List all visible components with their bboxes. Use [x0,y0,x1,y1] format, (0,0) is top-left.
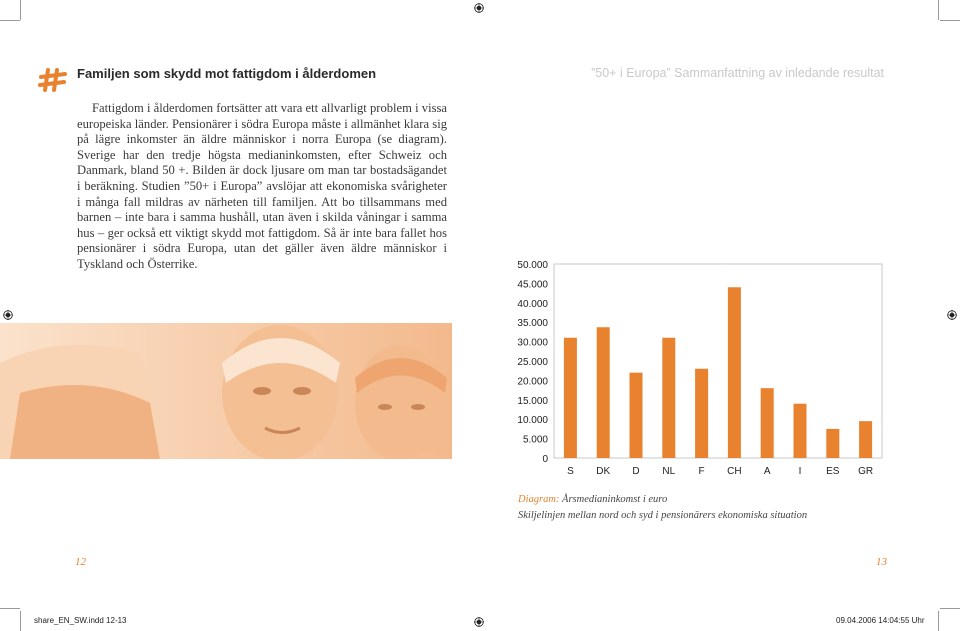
x-tick-label: S [567,466,574,477]
bar [761,388,774,458]
asterisk-logo-icon [38,66,70,94]
x-tick-label: ES [826,466,840,477]
body-text [77,101,447,273]
bar [564,338,577,458]
bar [826,429,839,458]
y-tick-label: 50.000 [517,260,548,271]
bar [630,373,643,458]
chart-svg [500,258,900,490]
slug-file: share_EN_SW.indd 12-13 [34,616,127,625]
running-header: ”50+ i Europa” Sammanfattning av inledande resultat [591,66,884,80]
registration-mark-icon [3,310,13,320]
slug-timestamp: 09.04.2006 14:04:55 Uhr [836,616,925,625]
caption-label: Diagram: [518,494,560,505]
y-tick-label: 10.000 [517,415,548,427]
chart-subcaption: Skiljelinjen mellan nord och syd i pensionärers ekonomiska situation [518,510,808,521]
x-tick-label: D [632,466,640,477]
y-tick-label: 15.000 [517,395,548,407]
registration-mark-icon [474,617,484,627]
crop-mark [20,0,21,20]
y-tick-label: 45.000 [517,279,548,291]
bar [662,338,675,458]
x-tick-label: A [763,466,771,477]
bar [859,421,872,458]
chart-caption [518,494,667,505]
body-paragraph: Fattigdom i ålderdomen fortsätter att vara ett allvarligt problem i vissa europeiska länder. Pensionärer i södra Europa måste i allmänhet klara sig på lägre inkomster än äldre människor i norra Europa (se diagram). Sverige har den tredje högsta medianinkomsten, efter Schweiz och Danmark, bland 50 +. Bilden är dock ljusare om man tar bostadsägandet i beräkning. Studien ”50+ i Europa” avslöjar att ekonomiska svårigheter i många fall mildras av närheten till familjen. Att bo tillsammans med barnen – inte bara i samma hushåll, utan även i skilda våningar i samma hus – ger också ett viktigt skydd mot fattigdom. Så är inte bara fallet hos pensionärer i södra Europa, utan det gäller även äldre människor i Tyskland och Österrike. [77,101,447,271]
registration-mark-icon [947,310,957,320]
crop-mark [938,611,939,631]
caption-title: Årsmedianinkomst i euro [562,494,668,505]
bar [695,369,708,458]
bar [794,404,807,458]
y-tick-label: 5.000 [522,434,548,446]
registration-mark-icon [474,3,484,13]
crop-mark [940,608,960,609]
x-tick-label: DK [596,466,611,477]
x-tick-label: NL [662,466,676,477]
bar [597,327,610,458]
crop-mark [0,608,20,609]
y-tick-label: 20.000 [517,376,548,388]
section-title: Familjen som skydd mot fattigdom i ålderdomen [77,66,377,81]
income-bar-chart [500,258,900,490]
family-photo [0,323,452,459]
y-tick-label: 30.000 [517,337,548,349]
x-tick-label: GR [858,466,874,477]
page-number-right: 13 [876,556,887,568]
crop-mark [940,20,960,21]
bar [728,287,741,458]
y-tick-label: 0 [542,454,548,465]
x-tick-label: CH [727,466,742,477]
crop-mark [938,0,939,20]
page-number-left: 12 [75,556,86,568]
y-tick-label: 25.000 [517,357,548,368]
x-tick-label: I [798,466,802,477]
crop-mark [20,611,21,631]
crop-mark [0,20,20,21]
x-tick-label: F [698,466,705,477]
y-tick-label: 35.000 [517,318,548,330]
y-tick-label: 40.000 [517,298,548,310]
